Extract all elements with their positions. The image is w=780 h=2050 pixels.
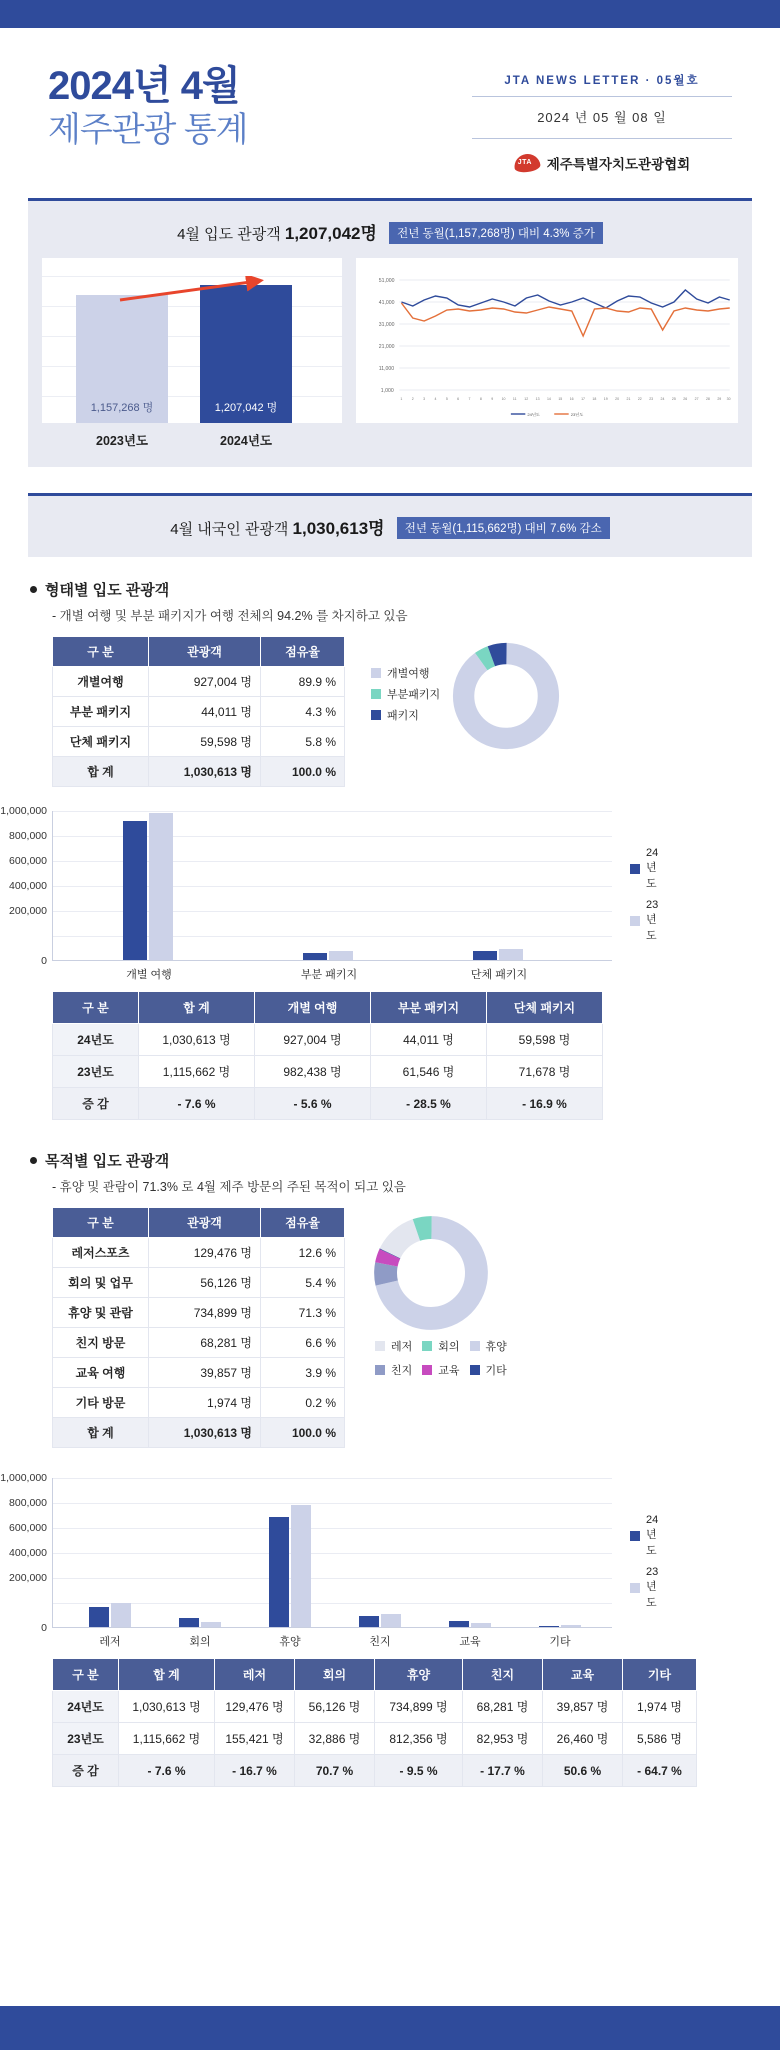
cell: 24년도 [53,1024,139,1056]
th: 단체 패키지 [487,992,603,1024]
header-meta [472,58,732,174]
th: 교육 [543,1659,623,1691]
table-header-row [53,992,603,1024]
legend-swatch-icon [422,1341,432,1351]
band1-heading-text: 4월 입도 관광객 [177,226,285,243]
cell: 59,598 명 [149,727,261,757]
x-label: 기타 [549,1636,571,1648]
purpose-table [52,1207,345,1448]
legend-item [630,899,658,943]
legend-label: 부분패키지 [387,688,441,701]
th: 레저 [215,1659,295,1691]
legend-swatch-icon [630,864,640,874]
cell: 단체 패키지 [53,727,149,757]
th-div: 구 분 [53,1208,149,1238]
table-row [53,727,345,757]
svg-text:6: 6 [457,397,460,401]
legend-swatch-icon [375,1341,385,1351]
legend-swatch-icon [371,668,381,678]
svg-text:24년도: 24년도 [527,412,540,417]
legend-swatch-icon [630,1583,640,1593]
band1-charts [42,258,738,449]
section-purpose-summary [52,1207,780,1448]
svg-text:41,000: 41,000 [378,300,395,306]
cell: 927,004 명 [149,667,261,697]
th: 구 분 [53,1659,119,1691]
page-header [0,28,780,184]
cell: 70.7 % [295,1755,375,1787]
purpose-column-chart: 1,000,000 800,000 600,000 400,000 200,000 0 레저 회의 휴양 친지 교육 기타 24년도 23년도 [0,1472,659,1648]
page-title: 2024년 4월 [48,64,240,108]
svg-text:51,000: 51,000 [378,278,395,284]
th: 개별 여행 [255,992,371,1024]
cell: 1,115,662 명 [139,1056,255,1088]
bullet-icon [30,586,37,593]
cell: - 64.7 % [623,1755,697,1787]
legend-label: 23년도 [646,1566,659,1609]
growth-arrow-icon [118,276,268,304]
table-row [53,1358,345,1388]
type-donut-chart [450,640,562,752]
bar-axis-labels [42,423,342,449]
cell: 1,030,613 명 [139,1024,255,1056]
legend-item [422,1338,459,1354]
cell: 155,421 명 [215,1723,295,1755]
top-bar [0,0,780,28]
cell: 12.6 % [261,1238,345,1268]
cell: 44,011 명 [371,1024,487,1056]
section-purpose-note: - 휴양 및 관람이 71.3% 로 4월 제주 방문의 주된 목적이 되고 있음 [52,1180,406,1194]
table-row [53,1691,697,1723]
table-diff-row [53,1088,603,1120]
section-purpose-title-row [30,1150,780,1171]
divider [472,96,732,97]
cell: 0.2 % [261,1388,345,1418]
svg-text:12: 12 [524,397,529,401]
cell: 1,030,613 명 [149,757,261,787]
svg-text:11: 11 [512,397,517,401]
legend-label: 회의 [438,1341,460,1353]
svg-text:22: 22 [637,397,642,401]
cell: 82,953 명 [463,1723,543,1755]
table-row [53,1388,345,1418]
legend-item [630,1566,658,1610]
daily-line-chart [356,258,738,423]
table-row [53,697,345,727]
cell: 71,678 명 [487,1056,603,1088]
cell: - 7.6 % [119,1755,215,1787]
cell: 1,974 명 [149,1388,261,1418]
cell: 5,586 명 [623,1723,697,1755]
table-row [53,1328,345,1358]
cell: 39,857 명 [149,1358,261,1388]
legend-label: 레저 [391,1341,413,1353]
cell: 부분 패키지 [53,697,149,727]
table-header-row [53,1659,697,1691]
svg-text:25: 25 [671,397,676,401]
cell: - 16.7 % [215,1755,295,1787]
table-row [53,1056,603,1088]
cell: 129,476 명 [149,1238,261,1268]
bar-axis-2024: 2024년도 [220,434,272,448]
section-type-summary [52,636,780,787]
x-label: 휴양 [279,1636,301,1648]
svg-text:23: 23 [649,397,654,401]
th: 기타 [623,1659,697,1691]
x-label: 부분 패키지 [300,969,358,981]
cell: 회의 및 업무 [53,1268,149,1298]
bar-2024 [200,285,292,423]
purpose-column-legend [630,1514,658,1618]
th-visitors: 관광객 [149,1208,261,1238]
newsletter-label: JTA NEWS LETTER · 05월호 [504,75,700,87]
bar-2023-label: 1,157,268 명 [90,402,154,414]
purpose-donut-chart [371,1213,491,1333]
band1-heading [42,215,738,258]
legend-swatch-icon [375,1365,385,1375]
legend-swatch-icon [422,1365,432,1375]
th-share: 점유율 [261,637,345,667]
band2-tag: 전년 동월(1,115,662명) 대비 7.6% 감소 [397,517,610,539]
cell: 친지 방문 [53,1328,149,1358]
th: 부분 패키지 [371,992,487,1024]
th-visitors: 관광객 [149,637,261,667]
svg-text:8: 8 [479,397,482,401]
cell: 100.0 % [261,757,345,787]
legend-item [630,1514,658,1558]
legend-label: 기타 [485,1365,507,1377]
cell: 129,476 명 [215,1691,295,1723]
legend-item [371,665,440,681]
svg-text:24: 24 [660,397,665,401]
band1-number: 1,207,042명 [284,224,377,243]
svg-text:3: 3 [423,397,426,401]
table-row [53,1268,345,1298]
band-domestic-visitors [28,493,752,557]
band2-number: 1,030,613명 [292,519,385,538]
legend-label: 24년도 [646,1514,659,1557]
cell: 71.3 % [261,1298,345,1328]
table-diff-row [53,1755,697,1787]
cell: 레저스포츠 [53,1238,149,1268]
page-subtitle: 제주관광 통계 [48,110,248,149]
svg-text:7: 7 [468,397,471,401]
cell: 휴양 및 관람 [53,1298,149,1328]
cell: 23년도 [53,1723,119,1755]
legend-item [470,1338,507,1354]
legend-swatch-icon [371,689,381,699]
jta-logo-icon [514,152,540,174]
svg-text:21,000: 21,000 [378,344,395,350]
cell: 교육 여행 [53,1358,149,1388]
cell: 68,281 명 [149,1328,261,1358]
svg-text:30: 30 [726,397,731,401]
legend-swatch-icon [630,916,640,926]
section-type-title: 형태별 입도 관광객 [45,582,170,599]
svg-text:5: 5 [445,397,448,401]
cell: 927,004 명 [255,1024,371,1056]
cell: 5.8 % [261,727,345,757]
legend-label: 휴양 [485,1341,507,1353]
cell: 32,886 명 [295,1723,375,1755]
x-label: 레저 [99,1636,121,1648]
svg-text:15: 15 [558,397,563,401]
cell: 26,460 명 [543,1723,623,1755]
svg-text:19: 19 [603,397,608,401]
band2-heading-text: 4월 내국인 관광객 [170,521,293,538]
legend-label: 24년도 [646,847,659,890]
svg-text:16: 16 [569,397,574,401]
legend-swatch-icon [371,710,381,720]
cell: 812,356 명 [375,1723,463,1755]
legend-item [375,1338,412,1354]
bar-axis-2023: 2023년도 [96,434,148,448]
section-type-note: - 개별 여행 및 부분 패키지가 여행 전체의 94.2% 를 차지하고 있음 [52,609,408,623]
table-header-row [53,637,345,667]
svg-text:1: 1 [400,397,403,401]
cell: 증 감 [53,1088,139,1120]
x-label: 교육 [459,1636,481,1648]
table-row [53,1723,697,1755]
th: 회의 [295,1659,375,1691]
table-header-row [53,1208,345,1238]
cell: 50.6 % [543,1755,623,1787]
cell: 100.0 % [261,1418,345,1448]
bar-2023 [76,295,168,423]
table-row [53,1238,345,1268]
type-table [52,636,345,787]
table-row [53,1298,345,1328]
cell: - 5.6 % [255,1088,371,1120]
type-donut-area [371,636,562,752]
bar-2024-label: 1,207,042 명 [214,402,278,414]
purpose-wide-table [52,1658,697,1787]
legend-label: 패키지 [387,709,419,722]
table-row [53,1024,603,1056]
bullet-icon [30,1157,37,1164]
table-row [53,667,345,697]
type-column-legend [630,847,658,951]
th-share: 점유율 [261,1208,345,1238]
svg-text:11,000: 11,000 [378,366,395,372]
svg-text:17: 17 [581,397,585,401]
divider [472,138,732,139]
th: 합 계 [119,1659,215,1691]
cell: - 17.7 % [463,1755,543,1787]
x-label: 단체 패키지 [470,969,528,981]
association-name: 제주특별자치도관광협회 [546,157,691,172]
cell: 734,899 명 [375,1691,463,1723]
legend-swatch-icon [470,1341,480,1351]
issue-date: 2024 년 05 월 08 일 [537,110,667,125]
band2-heading [42,510,738,543]
cell: 증 감 [53,1755,119,1787]
legend-item [375,1362,412,1378]
cell: 24년도 [53,1691,119,1723]
svg-text:31,000: 31,000 [378,322,395,328]
cell: 5.4 % [261,1268,345,1298]
cell: 4.3 % [261,697,345,727]
th: 휴양 [375,1659,463,1691]
legend-label: 개별여행 [387,667,430,680]
cell: 1,974 명 [623,1691,697,1723]
legend-item [630,847,658,891]
legend-swatch-icon [630,1531,640,1541]
cell: 1,030,613 명 [149,1418,261,1448]
svg-text:23년도: 23년도 [570,412,584,417]
section-type-title-row [30,579,780,600]
legend-swatch-icon [470,1365,480,1375]
cell: 982,438 명 [255,1056,371,1088]
svg-text:14: 14 [547,397,551,401]
svg-text:18: 18 [592,397,597,401]
table-total-row [53,1418,345,1448]
cell: 59,598 명 [487,1024,603,1056]
svg-text:10: 10 [501,397,506,401]
svg-text:9: 9 [491,397,494,401]
th: 합 계 [139,992,255,1024]
cell: 39,857 명 [543,1691,623,1723]
compare-bar-chart [42,258,342,423]
band-total-visitors [28,198,752,467]
svg-text:4: 4 [434,397,437,401]
cell: 89.9 % [261,667,345,697]
th-div: 구 분 [53,637,149,667]
cell: 개별여행 [53,667,149,697]
svg-text:26: 26 [683,397,688,401]
cell: - 9.5 % [375,1755,463,1787]
legend-item [422,1362,459,1378]
band1-tag: 전년 동월(1,157,268명) 대비 4.3% 증가 [389,222,603,244]
bottom-bar [0,2006,780,2050]
cell: - 28.5 % [371,1088,487,1120]
cell: 합 계 [53,757,149,787]
svg-text:21: 21 [626,397,631,401]
purpose-donut-legend [371,1338,507,1383]
svg-text:13: 13 [535,397,540,401]
legend-label: 23년도 [646,899,659,942]
type-column-chart: 1,000,000 800,000 600,000 400,000 200,000 0 개별 여행 부분 패키지 단체 패키지 24년도 23년도 [0,805,659,981]
legend-item [470,1362,507,1378]
cell: 56,126 명 [149,1268,261,1298]
x-label: 회의 [189,1636,211,1648]
cell: - 7.6 % [139,1088,255,1120]
association [472,145,732,174]
svg-text:28: 28 [705,397,710,401]
title-block [48,58,248,150]
cell: 합 계 [53,1418,149,1448]
legend-label: 교육 [438,1365,460,1377]
legend-item [371,707,440,723]
cell: - 16.9 % [487,1088,603,1120]
cell: 23년도 [53,1056,139,1088]
x-label: 친지 [369,1636,391,1648]
svg-text:29: 29 [717,397,722,401]
logo-text: JTA [517,159,532,166]
th: 구 분 [53,992,139,1024]
th: 친지 [463,1659,543,1691]
svg-text:2: 2 [411,397,414,401]
cell: 56,126 명 [295,1691,375,1723]
cell: 3.9 % [261,1358,345,1388]
type-donut-legend [371,665,440,728]
purpose-donut-area [371,1207,507,1383]
svg-text:1,000: 1,000 [380,388,394,394]
type-wide-table [52,991,603,1120]
section-purpose-title: 목적별 입도 관광객 [45,1153,170,1170]
legend-item [371,686,440,702]
cell: 6.6 % [261,1328,345,1358]
legend-label: 친지 [391,1365,413,1377]
table-total-row [53,757,345,787]
cell: 1,030,613 명 [119,1691,215,1723]
cell: 1,115,662 명 [119,1723,215,1755]
cell: 68,281 명 [463,1691,543,1723]
cell: 44,011 명 [149,697,261,727]
cell: 기타 방문 [53,1388,149,1418]
cell: 734,899 명 [149,1298,261,1328]
x-label: 개별 여행 [126,969,172,981]
svg-text:27: 27 [694,397,699,401]
svg-text:20: 20 [615,397,620,401]
cell: 61,546 명 [371,1056,487,1088]
